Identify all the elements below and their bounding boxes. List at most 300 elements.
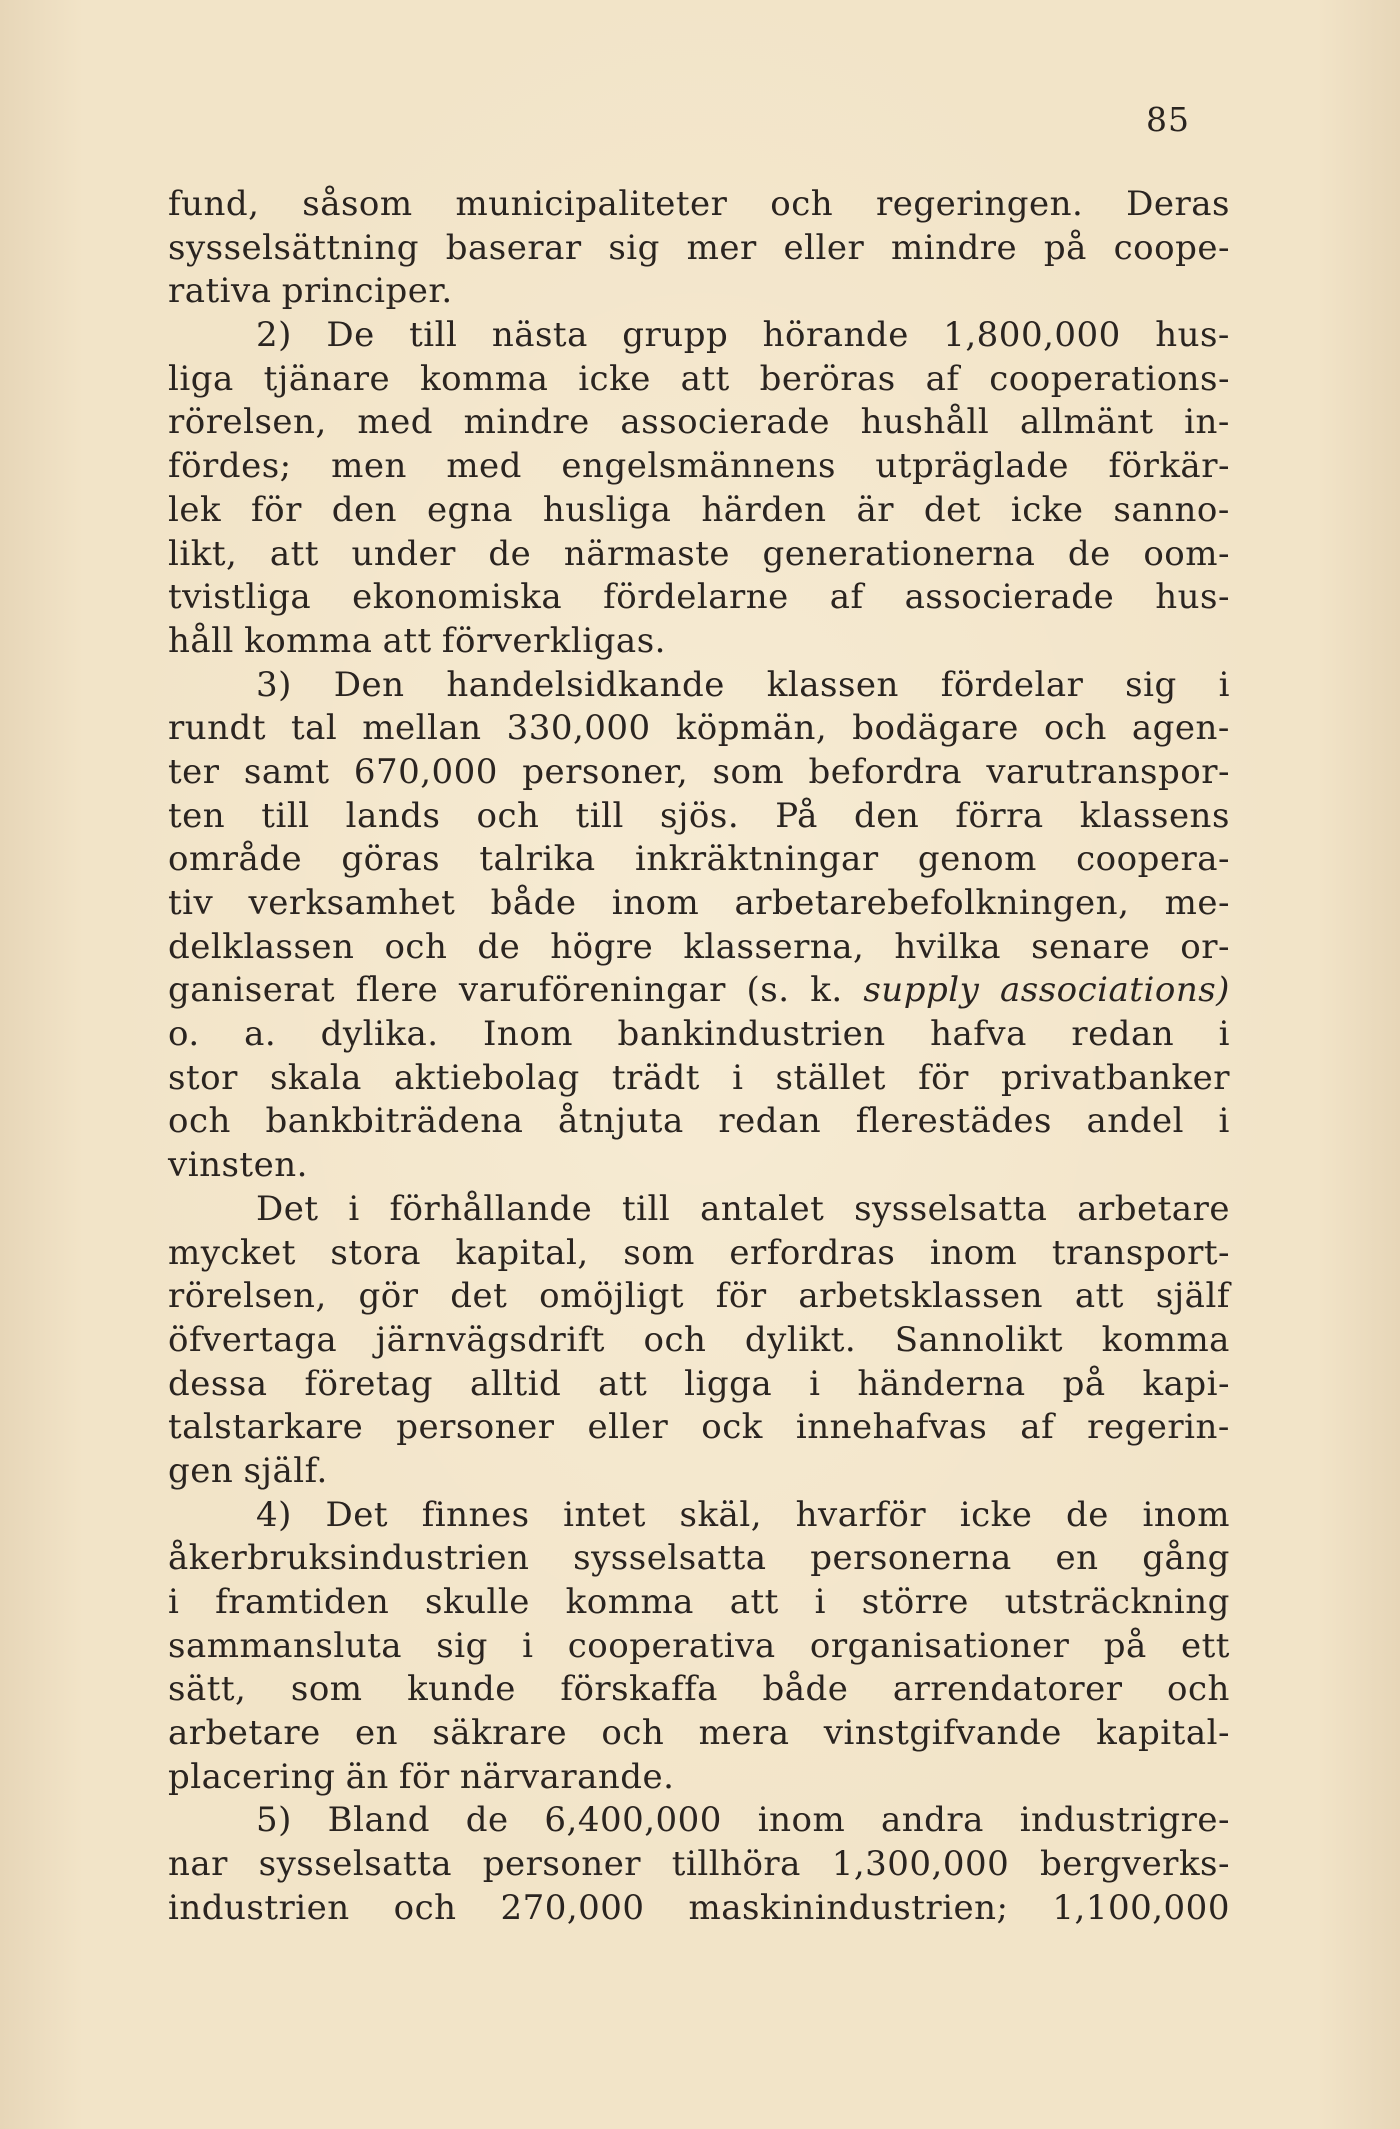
text-line — [168, 1538, 1230, 1582]
word: in- — [1184, 402, 1230, 443]
word: eller — [587, 1407, 669, 1448]
word: lek — [168, 489, 222, 530]
text-line — [168, 1145, 1230, 1189]
word: själf — [1155, 1276, 1230, 1317]
word: att — [269, 533, 319, 574]
word: större — [861, 1582, 969, 1622]
text-line — [168, 1320, 1230, 1364]
word: arbetare — [1077, 1188, 1230, 1229]
word: delklassen — [168, 926, 355, 967]
word: och — [1043, 708, 1107, 749]
word: verksamhet — [248, 883, 456, 923]
word: grupp — [622, 315, 729, 356]
word: lands — [345, 795, 441, 836]
word: associerade — [904, 577, 1115, 618]
word: hafva — [930, 1014, 1027, 1055]
word: industrien — [168, 1887, 350, 1928]
word: mindre — [463, 402, 590, 443]
word: öfvertaga — [168, 1319, 338, 1360]
word: andra — [880, 1800, 984, 1841]
word: med — [357, 402, 434, 443]
word: sammansluta — [168, 1625, 403, 1666]
word: sjös. — [659, 795, 740, 836]
word: mer — [686, 227, 757, 268]
word: personerna — [810, 1538, 1012, 1579]
word: de — [488, 533, 532, 574]
word: förra — [955, 795, 1044, 836]
word: för — [715, 1276, 767, 1317]
word: i — [168, 1582, 180, 1622]
word: både — [490, 883, 577, 923]
word: på — [1062, 1363, 1106, 1404]
word: talrika — [479, 839, 596, 880]
word: antalet — [700, 1188, 825, 1229]
word: och — [643, 1319, 707, 1360]
word: bankbiträdena — [265, 1101, 524, 1142]
word: handelsidkande — [446, 664, 725, 705]
word: oom- — [1143, 533, 1230, 574]
word: de — [465, 1800, 509, 1841]
word: de — [1065, 1494, 1109, 1535]
word: i — [1218, 1101, 1230, 1142]
word: fördes; — [168, 446, 292, 487]
word: är — [856, 489, 894, 530]
word: i — [1218, 664, 1230, 705]
word: af — [925, 358, 960, 399]
word: att — [680, 358, 730, 399]
word: åkerbruksindustrien — [168, 1538, 530, 1579]
text-line — [168, 839, 1230, 883]
word: allmänt — [1019, 402, 1154, 443]
word: likt, — [168, 533, 238, 574]
text-line — [168, 883, 1230, 927]
word: men — [331, 446, 407, 487]
text-line — [168, 796, 1230, 840]
word: gör — [358, 1276, 419, 1317]
word: till — [261, 795, 310, 836]
word: vinstgifvande — [823, 1713, 1062, 1754]
word: Bland — [327, 1800, 430, 1841]
word: i — [348, 1188, 360, 1229]
word: flere — [355, 970, 439, 1011]
text-line — [168, 1189, 1230, 1233]
word: organisationer — [809, 1625, 1070, 1666]
word: till — [575, 795, 624, 836]
word: sysselsatta — [258, 1844, 453, 1885]
word: den — [853, 795, 920, 836]
word: och — [384, 926, 448, 967]
word: hvilka — [894, 926, 1002, 967]
text-line — [168, 446, 1230, 490]
word: inom — [611, 883, 700, 923]
word: förhållande — [389, 1188, 593, 1229]
word: bodägare — [852, 708, 1019, 749]
word: bergverks- — [1039, 1844, 1230, 1885]
text-line — [168, 1014, 1230, 1058]
word: arbetarebefolkningen, — [734, 883, 1130, 923]
word: varutranspor- — [986, 751, 1230, 792]
text-line — [168, 708, 1230, 752]
word: sysselsättning — [168, 227, 420, 268]
word: alltid — [469, 1363, 562, 1404]
word: sig — [608, 227, 660, 268]
word: hvarför — [795, 1494, 927, 1535]
word: senare — [1031, 926, 1151, 967]
word: intet — [563, 1494, 646, 1535]
word: egna — [426, 489, 513, 530]
word: mindre — [890, 227, 1018, 268]
text-line — [168, 402, 1230, 446]
word: ten — [168, 795, 226, 836]
word: att — [1074, 1276, 1124, 1317]
word: o. — [168, 1014, 200, 1055]
word: klassen — [766, 664, 899, 705]
word: personer — [396, 1407, 555, 1448]
word: själf. — [243, 1450, 328, 1491]
word: coope- — [1113, 227, 1230, 268]
word: personer, — [522, 751, 689, 792]
word: genom — [917, 839, 1037, 880]
word: i — [809, 1363, 821, 1404]
word: skala — [269, 1057, 362, 1098]
text-line — [168, 359, 1230, 403]
text-line — [168, 577, 1230, 621]
word: till — [409, 315, 458, 356]
word: i — [1218, 1014, 1230, 1055]
word: k. — [810, 970, 843, 1011]
word: och — [393, 1887, 457, 1928]
word: 2) — [256, 315, 292, 356]
word: klasserna, — [683, 926, 865, 967]
text-line — [168, 621, 1230, 665]
word: dylikt. — [744, 1319, 857, 1360]
text-line — [168, 1626, 1230, 1670]
word: för — [918, 1057, 969, 1098]
word: sig — [436, 1625, 488, 1666]
word: att — [598, 1363, 648, 1404]
word: Deras — [1126, 184, 1230, 224]
word: utpräglade — [875, 446, 1070, 487]
word: säkrare — [432, 1713, 568, 1754]
word: inom — [1142, 1494, 1230, 1535]
word: till — [622, 1188, 671, 1229]
text-line — [168, 1364, 1230, 1408]
word: som — [623, 1232, 695, 1273]
word: or- — [1180, 926, 1230, 967]
word: fördelarne — [603, 577, 789, 618]
word: aktiebolag — [394, 1057, 580, 1098]
word: ekonomiska — [352, 577, 563, 618]
word: utsträckning — [1004, 1582, 1230, 1622]
word: liga — [168, 358, 234, 399]
word: Det — [325, 1494, 389, 1535]
text-line — [168, 1669, 1230, 1713]
word: det — [450, 1276, 508, 1317]
word: än — [345, 1756, 389, 1797]
word: ett — [1180, 1625, 1230, 1666]
word: järnvägsdrift — [375, 1319, 605, 1360]
word: i — [522, 1625, 534, 1666]
text-line — [168, 490, 1230, 534]
word: municipaliteter — [455, 184, 728, 224]
word: placering — [168, 1756, 336, 1797]
word: nästa — [491, 315, 588, 356]
text-line — [168, 1407, 1230, 1451]
word: fund, — [168, 184, 260, 224]
word: vinsten. — [168, 1145, 308, 1186]
word: tillhöra — [671, 1844, 801, 1885]
word: regeringen. — [875, 184, 1084, 224]
word: gång — [1142, 1538, 1230, 1579]
word: närmaste — [563, 533, 730, 574]
word: engelsmännens — [561, 446, 836, 487]
text-line — [168, 927, 1230, 971]
word: de — [1067, 533, 1111, 574]
text-line — [168, 665, 1230, 709]
word: a. — [244, 1014, 277, 1055]
word: husliga — [542, 489, 672, 530]
word: baserar — [445, 227, 582, 268]
word: 330,000 — [506, 708, 651, 749]
word: och — [476, 795, 540, 836]
word: 4) — [256, 1494, 292, 1535]
word: stora — [330, 1232, 422, 1273]
word: företag — [304, 1363, 434, 1404]
word: område — [168, 839, 303, 880]
word: redan — [1071, 1014, 1175, 1055]
word: (s. — [746, 970, 790, 1011]
word: arrendatorer — [892, 1669, 1123, 1710]
word: på — [1043, 227, 1087, 268]
text-line — [168, 970, 1230, 1014]
word: och — [168, 1101, 231, 1142]
word: mera — [698, 1713, 790, 1754]
text-line — [168, 1844, 1230, 1888]
word: komma — [420, 358, 549, 399]
word: 1,800,000 — [943, 315, 1121, 356]
word: sysselsatta — [854, 1188, 1048, 1229]
word: köpmän, — [675, 708, 828, 749]
word: af — [1020, 1407, 1055, 1448]
word: det — [923, 489, 981, 530]
word: kapital, — [455, 1232, 589, 1273]
word: rörelsen, — [168, 1276, 327, 1317]
word: inom — [929, 1232, 1018, 1273]
word: dylika. — [320, 1014, 439, 1055]
word: högre — [550, 926, 654, 967]
word: hus- — [1155, 315, 1230, 356]
text-line — [168, 184, 1230, 228]
word: stället — [775, 1057, 886, 1098]
word: som — [290, 1669, 363, 1710]
word: mellan — [362, 708, 482, 749]
word: 5) — [256, 1800, 292, 1841]
word: agen- — [1131, 708, 1230, 749]
text-line — [168, 1757, 1230, 1801]
word: industrigre- — [1019, 1800, 1230, 1841]
word: 1,100,000 — [1052, 1887, 1230, 1928]
word: inkräktningar — [634, 839, 879, 880]
text-line — [168, 534, 1230, 578]
word: cooperativa — [567, 1625, 776, 1666]
word: eller — [783, 227, 865, 268]
word: 6,400,000 — [544, 1800, 722, 1841]
word: i — [732, 1057, 744, 1098]
word: fördelar — [940, 664, 1084, 705]
word: 670,000 — [353, 751, 498, 792]
word: beröras — [759, 358, 896, 399]
word: och — [601, 1713, 665, 1754]
text-line — [168, 271, 1230, 315]
word: med — [446, 446, 522, 487]
text-line — [168, 315, 1230, 359]
word: sysselsatta — [573, 1538, 767, 1579]
word: Inom — [482, 1014, 574, 1055]
word: hushåll — [860, 402, 990, 443]
word: ter — [168, 751, 220, 792]
word: rundt — [168, 708, 266, 749]
word: omöjligt — [539, 1276, 685, 1317]
word: framtiden — [215, 1582, 390, 1622]
word: kunde — [407, 1669, 516, 1710]
word: hörande — [762, 315, 909, 356]
word: att — [729, 1582, 779, 1622]
word: erfordras — [729, 1232, 896, 1273]
word: förskaffa — [560, 1669, 718, 1710]
word: förverkligas. — [441, 620, 666, 661]
word: härden — [701, 489, 827, 530]
word: för — [251, 489, 302, 530]
word: skulle — [425, 1582, 530, 1622]
word: komma — [565, 1582, 694, 1622]
word: icke — [959, 1494, 1033, 1535]
word: och — [1167, 1669, 1230, 1710]
word: den — [331, 489, 398, 530]
word: sanno- — [1113, 489, 1230, 530]
word: talstarkare — [168, 1407, 364, 1448]
word: De — [326, 315, 375, 356]
text-line — [168, 1058, 1230, 1102]
word: sätt, — [168, 1669, 247, 1710]
word: generationerna — [762, 533, 1036, 574]
word: närvarande. — [459, 1756, 675, 1797]
text-line — [168, 1582, 1230, 1626]
word: en — [1055, 1538, 1099, 1579]
body-text — [168, 184, 1230, 1932]
word: gen — [168, 1450, 234, 1491]
word: regerin- — [1087, 1407, 1230, 1448]
word: ganiserat — [168, 970, 336, 1011]
word: nar — [168, 1844, 228, 1885]
text-line — [168, 228, 1230, 272]
word: som — [712, 751, 785, 792]
word: tjänare — [263, 358, 391, 399]
word: sig — [1125, 664, 1177, 705]
word: arbetsklassen — [798, 1276, 1044, 1317]
word: privatbanker — [1001, 1057, 1230, 1098]
word: personer — [482, 1844, 642, 1885]
word: principer. — [281, 271, 453, 312]
word: förkär- — [1108, 446, 1230, 487]
word: dessa — [168, 1363, 268, 1404]
word: såsom — [302, 184, 413, 224]
word: befordra — [808, 751, 962, 792]
word: en — [355, 1713, 399, 1754]
word: transport- — [1051, 1232, 1230, 1273]
word: arbetare — [168, 1713, 321, 1754]
text-line — [168, 1495, 1230, 1539]
word: att — [382, 620, 432, 661]
word: komma — [1101, 1319, 1230, 1360]
word: på — [1103, 1625, 1147, 1666]
word: finnes — [421, 1494, 530, 1535]
word: skäl, — [679, 1494, 763, 1535]
word: associerade — [620, 402, 831, 443]
word: innehafvas — [795, 1407, 988, 1448]
word: me- — [1164, 883, 1230, 923]
word: ligga — [684, 1363, 773, 1404]
word: håll — [168, 620, 234, 661]
word: andel — [1086, 1101, 1184, 1142]
word: coopera- — [1076, 839, 1230, 880]
text-line — [168, 1451, 1230, 1495]
word: kapi- — [1142, 1363, 1230, 1404]
text-line — [168, 1713, 1230, 1757]
word: rörelsen, — [168, 402, 327, 443]
word: Den — [333, 664, 405, 705]
word: rativa — [168, 271, 272, 312]
page-number: 85 — [1146, 100, 1190, 139]
word: associations) — [999, 970, 1230, 1011]
word: cooperations- — [989, 358, 1230, 399]
word: de — [477, 926, 521, 967]
word: göras — [341, 839, 441, 880]
text-line — [168, 1800, 1230, 1844]
word: händerna — [857, 1363, 1026, 1404]
word: supply — [863, 970, 980, 1011]
word: af — [829, 577, 864, 618]
text-line — [168, 1233, 1230, 1277]
word: tal — [290, 708, 338, 749]
word: för — [398, 1756, 450, 1797]
word: åtnjuta — [558, 1101, 684, 1142]
word: Sannolikt — [894, 1319, 1064, 1360]
word: bankindustrien — [617, 1014, 886, 1055]
word: hus- — [1155, 577, 1230, 618]
text-line — [168, 752, 1230, 796]
word: i — [814, 1582, 826, 1622]
word: inom — [757, 1800, 846, 1841]
text-line — [168, 1101, 1230, 1145]
word: maskinindustrien; — [688, 1887, 1009, 1928]
word: kapital- — [1096, 1713, 1230, 1754]
word: klassens — [1079, 795, 1230, 836]
word: icke — [1010, 489, 1084, 530]
word: På — [775, 795, 818, 836]
word: både — [762, 1669, 849, 1710]
text-line — [168, 1276, 1230, 1320]
word: stor — [168, 1057, 238, 1098]
word: tiv — [168, 883, 214, 923]
word: under — [351, 533, 456, 574]
word: trädt — [611, 1057, 700, 1098]
word: flerestädes — [855, 1101, 1052, 1142]
word: ock — [701, 1407, 763, 1448]
word: tvistliga — [168, 577, 312, 618]
text-line — [168, 1888, 1230, 1932]
word: komma — [244, 620, 373, 661]
word: samt — [243, 751, 330, 792]
